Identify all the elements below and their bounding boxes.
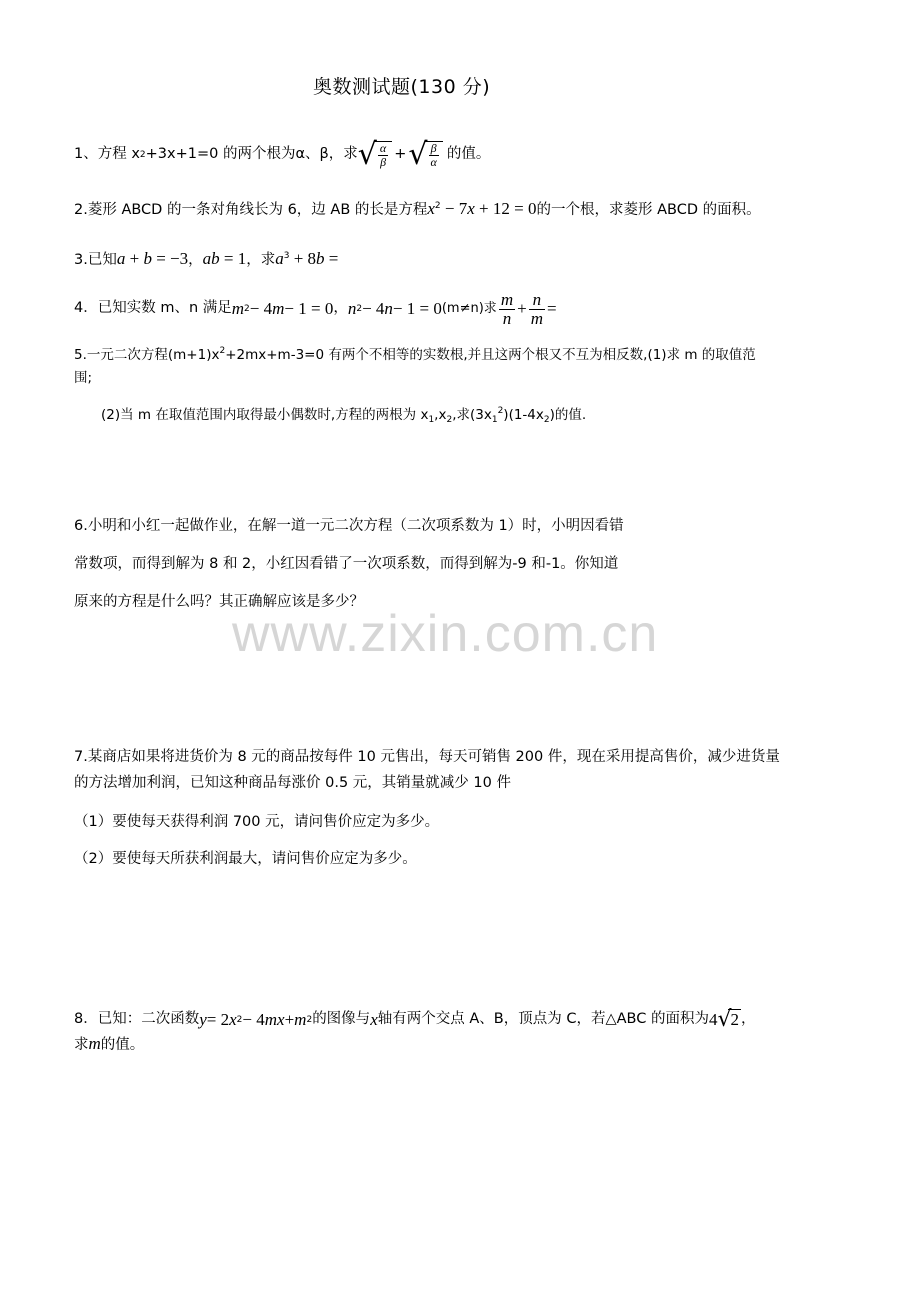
question-6-line-1: 6.小明和小红一起做作业，在解一道一元二次方程（二次项系数为 1）时，小明因看错	[74, 518, 624, 534]
q1-frac2-den: α	[430, 155, 437, 169]
q1-plus: +	[394, 146, 407, 163]
q2-prefix: 2.菱形 ABCD 的一条对角线长为 6，边 AB 的长是方程	[74, 202, 428, 218]
question-7-line-2: 的方法增加利润，已知这种商品每涨价 0.5 元，其销量就减少 10 件	[74, 775, 511, 791]
question-8-line-1: 8．已知：二次函数 y = 2 x 2 − 4 mx + m 2 的图像与 x 轴有两个交点 A、B，顶点为 C，若△ABC 的面积为 4 √2 ，	[74, 1007, 756, 1032]
question-4: 4．已知实数 m、n 满足 m 2 − 4 m − 1 = 0 ， n 2 − 4 n − 1 = 0 (m≠n)求 $\frac{m}{n}$ + $\frac{n}{m}$ =	[74, 289, 557, 328]
q1-sqrt-2: √ $\frac{\beta}{\alpha}$	[408, 140, 442, 170]
watermark: www.zixin.com.cn	[232, 605, 659, 663]
q1-suffix: 的值。	[446, 146, 491, 163]
q2-suffix: 的一个根，求菱形 ABCD 的面积。	[536, 202, 761, 218]
question-5-line-2: 围;	[74, 370, 93, 386]
question-6-line-3: 原来的方程是什么吗？其正确解应该是多少？	[74, 594, 364, 610]
q8-sqrt: √2	[717, 1007, 739, 1032]
q1-sqrt-1: √ $\frac{\alpha}{\beta}$	[358, 140, 392, 170]
q4-frac-1: $\frac{m}{n}$	[500, 289, 514, 328]
question-1: 1、方程 x 2 +3x+1=0 的两个根为α、β，求 √ $\frac{\alpha}{\beta}$ + √ $\frac{\beta}{\alpha}$ 的值。	[74, 137, 491, 172]
q1-middle: +3x+1=0 的两个根为α、β，求	[145, 146, 358, 163]
question-7-part-1: （1）要使每天获得利润 700 元，请问售价应定为多少。	[74, 814, 440, 830]
question-5-line-3: (2)当 m 在取值范围内取得最小偶数时,方程的两根为 $x_1,x_2$,求$(3x_1^2)(1-4x_2)$的值.	[101, 406, 587, 425]
question-8-line-2: 求m的值。	[74, 1034, 145, 1053]
q1-frac1-num: α	[379, 141, 387, 156]
q1-prefix: 1、方程 x	[74, 146, 140, 163]
question-2: 2.菱形 ABCD 的一条对角线长为 6，边 AB 的长是方程$x^2 - 7x + 12 = 0$的一个根，求菱形 ABCD 的面积。	[74, 199, 761, 218]
q1-frac1-den: β	[380, 155, 387, 169]
question-7-part-2: （2）要使每天所获利润最大，请问售价应定为多少。	[74, 851, 417, 867]
page-title: 奥数测试题(130 分)	[313, 76, 491, 98]
question-7-line-1: 7.某商店如果将进货价为 8 元的商品按每件 10 元售出，每天可销售 200 件，现在采用提高售价，减少进货量	[74, 749, 780, 765]
question-6-line-2: 常数项，而得到解为 8 和 2，小红因看错了一次项系数，而得到解为-9 和-1。你知道	[74, 556, 619, 572]
question-3: 3.已知a + b = −3，ab = 1，求$a^3 + 8b$ =	[74, 249, 339, 268]
q1-frac2-num: β	[429, 142, 439, 156]
question-5-line-1: 5.一元二次方程$(m+1)x^2+2mx+m-3=0$ 有两个不相等的实数根,并且这两个根又不互为相反数,(1)求 m 的取值范	[74, 346, 756, 363]
q4-frac-2: $\frac{n}{m}$	[530, 289, 543, 328]
